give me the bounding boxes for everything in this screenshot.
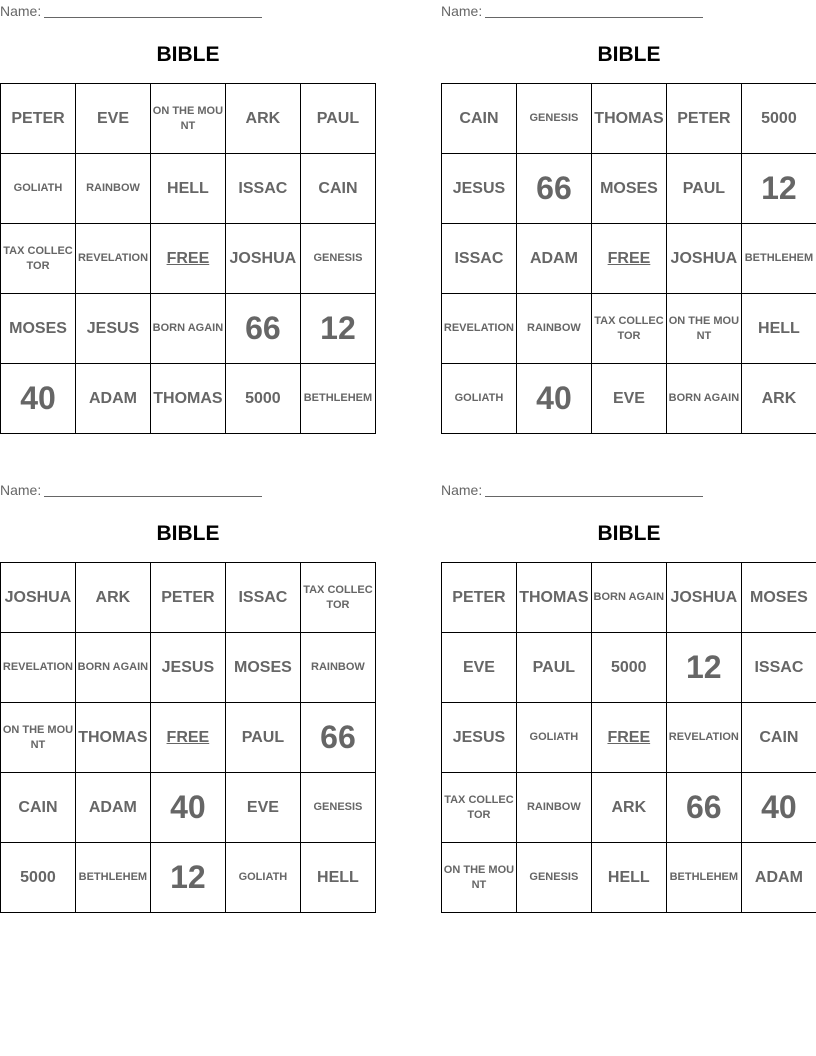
free-space-cell[interactable]: FREE <box>150 703 225 773</box>
bingo-cell[interactable]: MOSES <box>225 633 300 703</box>
bingo-cell[interactable]: JESUS <box>76 294 151 364</box>
free-space-cell[interactable]: FREE <box>591 224 666 294</box>
grid-row <box>442 84 816 154</box>
bingo-cell[interactable]: TAX COLLECTOR <box>300 563 375 633</box>
bingo-cell[interactable]: GENESIS <box>516 84 591 154</box>
grid-row <box>1 843 376 913</box>
bingo-cell[interactable]: GENESIS <box>516 843 591 913</box>
free-space-cell[interactable]: FREE <box>150 224 225 294</box>
grid-row <box>442 563 816 633</box>
name-blank-line[interactable] <box>485 17 703 18</box>
bingo-cell[interactable]: BETHLEHEM <box>741 224 816 294</box>
bingo-cell[interactable]: ARK <box>75 563 150 633</box>
bingo-cell[interactable]: REVELATION <box>76 224 151 294</box>
bingo-cell[interactable]: PAUL <box>225 703 300 773</box>
name-field[interactable] <box>0 482 262 498</box>
bingo-cell[interactable]: MOSES <box>591 154 666 224</box>
bingo-cell[interactable]: GENESIS <box>300 773 375 843</box>
bingo-cell[interactable]: THOMAS <box>516 563 591 633</box>
bingo-cell[interactable]: BETHLEHEM <box>75 843 150 913</box>
bingo-cell[interactable]: THOMAS <box>75 703 150 773</box>
grid-row <box>1 224 376 294</box>
bingo-cell[interactable]: GOLIATH <box>225 843 300 913</box>
grid-row <box>1 773 376 843</box>
bingo-cell[interactable]: 40 <box>1 364 76 434</box>
name-blank-line[interactable] <box>44 17 262 18</box>
bingo-cell[interactable]: EVE <box>76 84 151 154</box>
bingo-cell[interactable]: BORN AGAIN <box>150 294 225 364</box>
bingo-cell[interactable]: 12 <box>741 154 816 224</box>
name-blank-line[interactable] <box>44 496 262 497</box>
bingo-cell[interactable]: REVELATION <box>1 633 76 703</box>
bingo-cell[interactable]: 66 <box>516 154 591 224</box>
bingo-cell[interactable]: PETER <box>150 563 225 633</box>
bingo-grid <box>441 562 816 913</box>
name-field[interactable] <box>441 3 703 19</box>
bingo-cell[interactable]: MOSES <box>741 563 816 633</box>
bingo-grid <box>0 83 376 434</box>
bingo-cell[interactable]: GOLIATH <box>1 154 76 224</box>
grid-row <box>442 154 816 224</box>
bingo-cell[interactable]: 40 <box>150 773 225 843</box>
name-blank-line[interactable] <box>485 496 703 497</box>
bingo-cell[interactable]: TAX COLLECTOR <box>1 224 76 294</box>
bingo-grid <box>441 83 816 434</box>
bingo-cell[interactable]: HELL <box>591 843 666 913</box>
bingo-cell[interactable]: ADAM <box>516 224 591 294</box>
bingo-cell[interactable]: REVELATION <box>442 294 517 364</box>
grid-row <box>442 703 816 773</box>
grid-row <box>1 703 376 773</box>
grid-row <box>442 633 816 703</box>
card-title: BIBLE <box>597 43 661 66</box>
bingo-cell[interactable]: 12 <box>666 633 741 703</box>
bingo-cell[interactable]: 40 <box>741 773 816 843</box>
bingo-cell[interactable]: CAIN <box>300 154 375 224</box>
bingo-cell[interactable]: CAIN <box>1 773 76 843</box>
bingo-grid <box>0 562 376 913</box>
bingo-cell[interactable]: PETER <box>666 84 741 154</box>
bingo-cell[interactable]: ON THE MOUNT <box>442 843 517 913</box>
grid-row <box>442 224 816 294</box>
bingo-cell[interactable]: PAUL <box>666 154 741 224</box>
bingo-cell[interactable]: 5000 <box>1 843 76 913</box>
bingo-cell[interactable]: JOSHUA <box>666 563 741 633</box>
grid-row <box>442 843 816 913</box>
bingo-cell[interactable]: MOSES <box>1 294 76 364</box>
grid-row <box>1 294 376 364</box>
grid-row <box>1 364 376 434</box>
bingo-cell[interactable]: ARK <box>741 364 816 434</box>
bingo-cell[interactable]: 5000 <box>741 84 816 154</box>
bingo-cell[interactable]: ADAM <box>76 364 151 434</box>
card-title: BIBLE <box>156 522 220 545</box>
grid-row <box>1 154 376 224</box>
bingo-cell[interactable]: 5000 <box>225 364 300 434</box>
grid-row <box>1 84 376 154</box>
bingo-cell[interactable]: THOMAS <box>591 84 666 154</box>
bingo-cell[interactable]: REVELATION <box>666 703 741 773</box>
bingo-cell[interactable]: CAIN <box>442 84 517 154</box>
bingo-cell[interactable]: BORN AGAIN <box>75 633 150 703</box>
bingo-cell[interactable]: HELL <box>741 294 816 364</box>
bingo-cell[interactable]: JESUS <box>442 703 517 773</box>
name-label: Name: <box>0 3 42 19</box>
bingo-cell[interactable]: BORN AGAIN <box>591 563 666 633</box>
bingo-cell[interactable]: BETHLEHEM <box>300 364 375 434</box>
bingo-cell[interactable]: 66 <box>300 703 375 773</box>
bingo-cell[interactable]: GOLIATH <box>442 364 517 434</box>
bingo-cell[interactable]: ON THE MOUNT <box>666 294 741 364</box>
grid-row <box>442 773 816 843</box>
bingo-cell[interactable]: JOSHUA <box>666 224 741 294</box>
bingo-cell[interactable]: JESUS <box>150 633 225 703</box>
card-title: BIBLE <box>597 522 661 545</box>
bingo-cell[interactable]: PAUL <box>300 84 375 154</box>
grid-row <box>442 294 816 364</box>
name-field[interactable] <box>441 482 703 498</box>
bingo-cell[interactable]: PETER <box>442 563 517 633</box>
bingo-cell[interactable]: ON THE MOUNT <box>1 703 76 773</box>
bingo-cell[interactable]: CAIN <box>741 703 816 773</box>
bingo-cell[interactable]: ISSAC <box>225 154 300 224</box>
bingo-cell[interactable]: EVE <box>225 773 300 843</box>
bingo-cell[interactable]: TAX COLLECTOR <box>442 773 517 843</box>
bingo-cell[interactable]: RAINBOW <box>516 294 591 364</box>
name-label: Name: <box>0 482 42 498</box>
bingo-cell[interactable]: EVE <box>591 364 666 434</box>
bingo-cell[interactable]: HELL <box>150 154 225 224</box>
bingo-cell[interactable]: 66 <box>666 773 741 843</box>
bingo-cell[interactable]: JOSHUA <box>1 563 76 633</box>
bingo-cell[interactable]: PETER <box>1 84 76 154</box>
bingo-cell[interactable]: GOLIATH <box>516 703 591 773</box>
grid-row <box>442 364 816 434</box>
bingo-cell[interactable]: ADAM <box>75 773 150 843</box>
bingo-cell[interactable]: 40 <box>516 364 591 434</box>
free-space-cell[interactable]: FREE <box>591 703 666 773</box>
bingo-cell[interactable]: ISSAC <box>741 633 816 703</box>
bingo-cell[interactable]: 12 <box>300 294 375 364</box>
bingo-cell[interactable]: THOMAS <box>150 364 225 434</box>
bingo-cell[interactable]: ARK <box>225 84 300 154</box>
bingo-cell[interactable]: PAUL <box>516 633 591 703</box>
bingo-cell[interactable]: 66 <box>225 294 300 364</box>
bingo-cell[interactable]: EVE <box>442 633 517 703</box>
bingo-cell[interactable]: ON THE MOUNT <box>150 84 225 154</box>
bingo-cell[interactable]: RAINBOW <box>300 633 375 703</box>
grid-row <box>1 633 376 703</box>
grid-row <box>1 563 376 633</box>
name-field[interactable] <box>0 3 262 19</box>
bingo-cell[interactable]: ADAM <box>741 843 816 913</box>
name-label: Name: <box>441 482 483 498</box>
bingo-cell[interactable]: JOSHUA <box>225 224 300 294</box>
bingo-cell[interactable]: BORN AGAIN <box>666 364 741 434</box>
bingo-cell[interactable]: ISSAC <box>225 563 300 633</box>
bingo-cell[interactable]: BETHLEHEM <box>666 843 741 913</box>
bingo-cell[interactable]: RAINBOW <box>76 154 151 224</box>
bingo-cell[interactable]: ARK <box>591 773 666 843</box>
bingo-cell[interactable]: 5000 <box>591 633 666 703</box>
bingo-cell[interactable]: 12 <box>150 843 225 913</box>
name-label: Name: <box>441 3 483 19</box>
bingo-cell[interactable]: JESUS <box>442 154 517 224</box>
bingo-cell[interactable]: HELL <box>300 843 375 913</box>
card-title: BIBLE <box>156 43 220 66</box>
bingo-cell[interactable]: GENESIS <box>300 224 375 294</box>
bingo-cell[interactable]: TAX COLLECTOR <box>591 294 666 364</box>
bingo-cell[interactable]: ISSAC <box>442 224 517 294</box>
bingo-cell[interactable]: RAINBOW <box>516 773 591 843</box>
